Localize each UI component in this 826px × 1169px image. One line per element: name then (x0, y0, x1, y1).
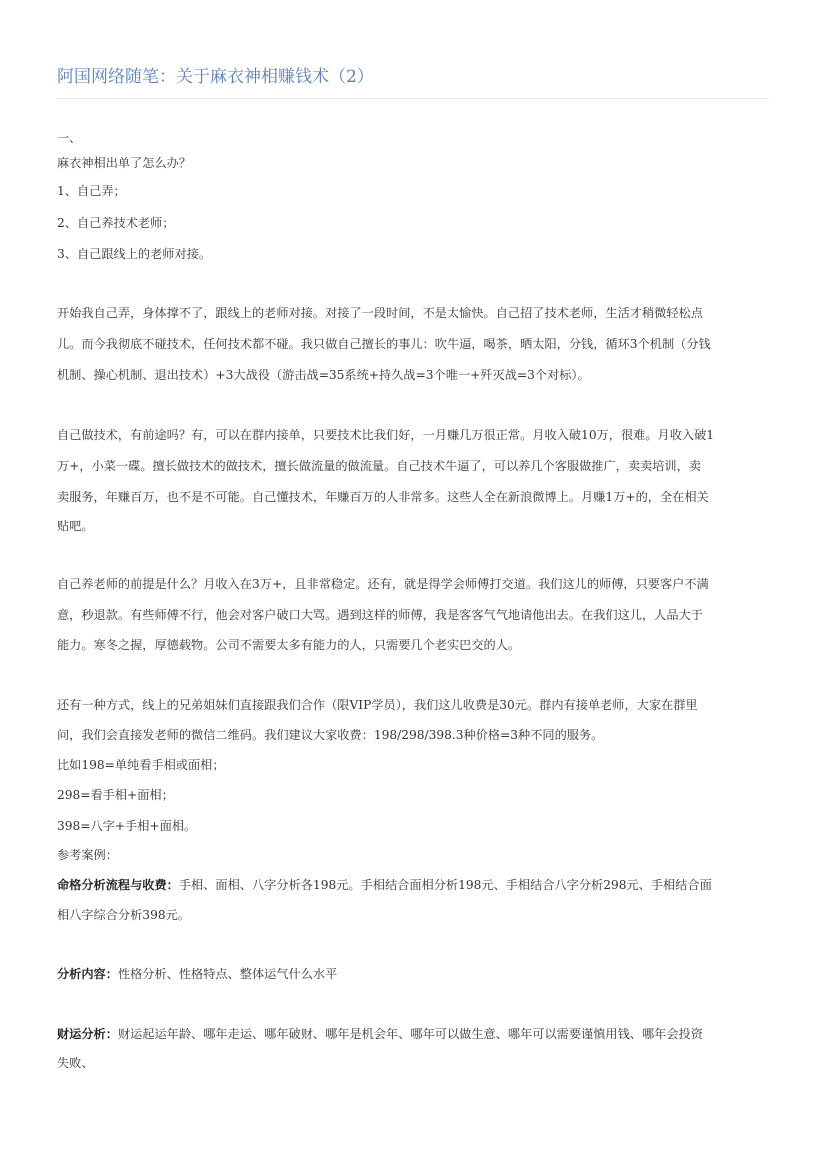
text-line (57, 1026, 769, 1042)
line-text: 能力。寒冬之握，厚德载物。公司不需要太多有能力的人，只需要几个老实巴交的人。 (57, 638, 521, 652)
text-line (57, 130, 769, 146)
line-text: 一、 (57, 131, 82, 145)
text-line (57, 1055, 769, 1071)
text-line (57, 637, 769, 653)
text-line (57, 246, 769, 262)
text-line (57, 787, 769, 803)
line-text: 3、自己跟线上的老师对接。 (57, 247, 212, 261)
text-line (57, 336, 769, 352)
text-line (57, 155, 769, 171)
text-line (57, 183, 769, 199)
text-line (57, 818, 769, 834)
text-line (57, 458, 769, 474)
text-line (57, 427, 769, 443)
text-line (57, 367, 769, 383)
text-line (57, 518, 769, 534)
text-line (57, 215, 769, 231)
text-line (57, 966, 769, 982)
line-text: 失败、 (57, 1056, 94, 1070)
line-text: 398=八字+手相+面相。 (57, 819, 197, 833)
line-text: 贴吧。 (57, 519, 94, 533)
line-text: 自己做技术，有前途吗？有，可以在群内接单，只要技术比我们好，一月赚几万很正常。月收入破10万，很难。月收入破1 (57, 428, 715, 442)
line-text: 开始我自己弄，身体撑不了，跟线上的老师对接。对接了一段时间，不是太愉快。自己招了技术老师，生活才稍微轻松点 (57, 306, 703, 320)
line-text: 1、自己弄； (57, 184, 126, 198)
page-title: 阿国网络随笔：关于麻衣神相赚钱术（2） (57, 67, 374, 87)
line-text: 儿。而今我彻底不碰技术，任何技术都不碰。我只做自己擅长的事儿：吹牛逼，喝茶，晒太阳，分钱，循环3个机制（分钱 (57, 337, 711, 351)
line-text: 还有一种方式，线上的兄弟姐妹们直接跟我们合作（限VIP学员），我们这儿收费是30元。群内有接单老师，大家在群里 (57, 698, 698, 712)
bold-label: 命格分析流程与收费： (57, 878, 179, 892)
line-text: 万+，小菜一碟。擅长做技术的做技术，擅长做流量的做流量。自己技术牛逼了，可以养几个客服做推广，卖卖培训，卖 (57, 459, 701, 473)
text-line (57, 607, 769, 623)
bold-label: 分析内容： (57, 967, 118, 981)
text-line (57, 489, 769, 505)
line-text: 机制、操心机制、退出技术）+3大战役（游击战=35系统+持久战=3个唯一+歼灭战=3个对标）。 (57, 368, 590, 382)
line-text: 意，秒退款。有些师傅不行，他会对客户破口大骂。遇到这样的师傅，我是客客气气地请他出去。在我们这儿，人品大于 (57, 608, 703, 622)
line-text: 麻衣神相出单了怎么办？ (57, 156, 192, 170)
line-text: 相八字综合分析398元。 (57, 908, 190, 922)
line-text: 298=看手相+面相； (57, 788, 174, 802)
line-text: 手相、面相、八字分析各198元。手相结合面相分析198元、手相结合八字分析298元、手相结合面 (178, 878, 712, 892)
line-text: 财运起运年龄、哪年走运、哪年破财、哪年是机会年、哪年可以做生意、哪年可以需要谨慎用钱、哪年会投资 (117, 1027, 703, 1041)
text-line (57, 697, 769, 713)
text-line (57, 877, 769, 893)
text-line (57, 576, 769, 592)
text-line (57, 847, 769, 863)
text-line (57, 757, 769, 773)
line-text: 问，我们会直接发老师的微信二维码。我们建议大家收费：198/298/398.3种价格=3种不同的服务。 (57, 728, 604, 742)
text-line (57, 727, 769, 743)
line-text: 比如198=单纯看手相或面相； (57, 758, 225, 772)
bold-label: 财运分析： (57, 1027, 118, 1041)
line-text: 2、自己养技术老师； (57, 216, 175, 230)
line-text: 自己养老师的前提是什么？月收入在3万+，且非常稳定。还有，就是得学会师傅打交道。我们这儿的师傅，只要客户不满 (57, 577, 709, 591)
text-line (57, 305, 769, 321)
line-text: 性格分析、性格特点、整体运气什么水平 (117, 967, 338, 981)
line-text: 卖服务，年赚百万，也不是不可能。自己懂技术，年赚百万的人非常多。这些人全在新浪微博上。月赚1万+的，全在相关 (57, 490, 709, 504)
line-text: 参考案例： (57, 848, 118, 862)
title-divider (57, 98, 769, 99)
text-line (57, 907, 769, 923)
